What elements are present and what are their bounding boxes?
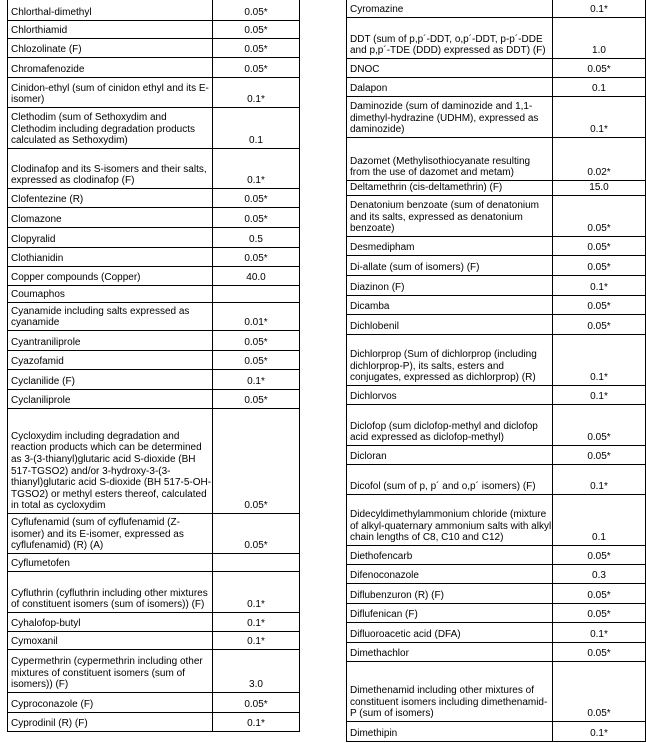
mrl-value-cell: 3.0 — [213, 650, 300, 693]
mrl-value-cell: 0.05* — [213, 189, 300, 208]
table-row — [347, 59, 646, 78]
table-row — [347, 18, 646, 59]
mrl-value-cell: 0.1* — [213, 149, 300, 189]
substance-name-cell: Cyflufenamid (sum of cyflufenamid (Z-isomer) and its E-isomer, expressed as cyflufenamid) (R) (A) — [8, 514, 213, 554]
substance-name-cell: DDT (sum of p,p´-DDT, o,p´-DDT, p-p´-DDE and p,p´-TDE (DDD) expressed as DDT) (F) — [347, 18, 553, 59]
table-row — [347, 138, 646, 181]
table-row — [347, 722, 646, 742]
mrl-value-cell: 0.05* — [553, 584, 646, 604]
mrl-value-cell: 0.05* — [213, 390, 300, 409]
substance-name-cell: Dazomet (Methylisothiocyanate resulting from the use of dazomet and metam) — [347, 138, 553, 181]
substance-name-cell: Clopyralid — [8, 228, 213, 248]
substance-name-cell: Dicamba — [347, 296, 553, 315]
table-row — [347, 465, 646, 495]
substance-name-cell: Cyclaniliprole — [8, 390, 213, 409]
substance-name-cell: Chlorthal-dimethyl — [8, 0, 213, 21]
table-row — [347, 78, 646, 97]
table-row — [8, 613, 300, 632]
table-row — [8, 189, 300, 208]
mrl-value-cell: 0.1* — [553, 0, 646, 18]
table-row — [8, 286, 300, 303]
mrl-value-cell: 0.1* — [213, 370, 300, 390]
mrl-value-cell: 0.05* — [553, 446, 646, 465]
mrl-value-cell: 0.05* — [213, 248, 300, 267]
substance-name-cell: Difenoconazole — [347, 565, 553, 584]
mrl-value-cell — [213, 286, 300, 303]
substance-name-cell: Cyantraniliprole — [8, 331, 213, 351]
mrl-value-cell: 0.01* — [213, 303, 300, 331]
substance-name-cell: Dimethenamid including other mixtures of constituent isomers including dimethenamid-P (sum of isomers) — [347, 662, 553, 722]
table-row — [8, 303, 300, 331]
table-row — [347, 604, 646, 623]
substance-name-cell: Cycloxydim including degradation and reaction products which can be determined as 3-(3-thianyl)glutaric acid S-dioxide (BH 517-TGSO2) and/or 3-hydroxy-3-(3-thianyl)glutaric acid S-dioxide (BH 517-5-OH-TGSO2) or methyl esters thereof, calculated in total as cycloxydim — [8, 409, 213, 514]
mrl-value-cell: 0.05* — [213, 21, 300, 39]
substance-name-cell: Diflufenican (F) — [347, 604, 553, 623]
substance-name-cell: Chromafenozide — [8, 58, 213, 78]
table-row — [8, 351, 300, 370]
mrl-value-cell: 0.1* — [213, 78, 300, 108]
table-row — [8, 248, 300, 267]
substance-name-cell: Dalapon — [347, 78, 553, 97]
table-row — [347, 276, 646, 296]
substance-name-cell: Cyflumetofen — [8, 554, 213, 572]
substance-name-cell: Denatonium benzoate (sum of denatonium and its salts, expressed as denatonium benzoate) — [347, 196, 553, 237]
table-row — [347, 584, 646, 604]
table-row — [8, 409, 300, 514]
table-row — [8, 632, 300, 650]
mrl-value-cell: 1.0 — [553, 18, 646, 59]
table-row — [347, 565, 646, 584]
table-row — [347, 623, 646, 643]
table-row — [8, 39, 300, 58]
mrl-value-cell: 0.1* — [553, 276, 646, 296]
mrl-value-cell: 15.0 — [553, 181, 646, 196]
mrl-value-cell: 0.05* — [213, 39, 300, 58]
substance-name-cell: Cinidon-ethyl (sum of cinidon ethyl and its E-isomer) — [8, 78, 213, 108]
mrl-value-cell: 0.05* — [213, 693, 300, 713]
mrl-value-cell: 0.1* — [553, 97, 646, 138]
mrl-value-cell: 0.5 — [213, 228, 300, 248]
substance-name-cell: DNOC — [347, 59, 553, 78]
substance-name-cell: Clomazone — [8, 208, 213, 228]
substance-name-cell: Difluoroacetic acid (DFA) — [347, 623, 553, 643]
substance-name-cell: Coumaphos — [8, 286, 213, 303]
mrl-value-cell: 0.02* — [553, 138, 646, 181]
substance-name-cell: Cypermethrin (cypermethrin including other mixtures of constituent isomers (sum of isomers)) (F) — [8, 650, 213, 693]
table-row — [8, 267, 300, 286]
substance-name-cell: Deltamethrin (cis-deltamethrin) (F) — [347, 181, 553, 196]
mrl-value-cell: 0.1* — [213, 613, 300, 632]
mrl-value-cell: 0.05* — [213, 351, 300, 370]
substance-name-cell: Diclofop (sum diclofop-methyl and diclofop acid expressed as diclofop-methyl) — [347, 405, 553, 446]
mrl-value-cell: 0.05* — [553, 196, 646, 237]
substance-name-cell: Cymoxanil — [8, 632, 213, 650]
mrl-value-cell: 0.1* — [553, 335, 646, 386]
table-row — [347, 495, 646, 546]
table-row — [347, 643, 646, 662]
table-row — [347, 0, 646, 18]
table-row — [347, 256, 646, 276]
table-row — [8, 108, 300, 149]
substance-name-cell: Clodinafop and its S-isomers and their salts, expressed as clodinafop (F) — [8, 149, 213, 189]
substance-name-cell: Clethodim (sum of Sethoxydim and Clethodim including degradation products calculated as Sethoxydim) — [8, 108, 213, 149]
mrl-value-cell: 0.05* — [213, 409, 300, 514]
table-row — [347, 181, 646, 196]
substance-name-cell: Diethofencarb — [347, 546, 553, 565]
table-row — [347, 446, 646, 465]
substance-name-cell: Dichlorprop (Sum of dichlorprop (including dichlorprop-P), its salts, esters and conjugates, expressed as dichlorprop) (R) — [347, 335, 553, 386]
mrl-value-cell: 0.05* — [553, 405, 646, 446]
substance-name-cell: Dimethipin — [347, 722, 553, 742]
mrl-value-cell: 0.1* — [553, 386, 646, 405]
mrl-value-cell: 0.1 — [553, 78, 646, 97]
mrl-value-cell: 0.1* — [553, 722, 646, 742]
table-row — [8, 693, 300, 713]
table-row — [347, 296, 646, 315]
mrl-value-cell: 0.05* — [553, 296, 646, 315]
substance-name-cell: Cyprodinil (R) (F) — [8, 713, 213, 732]
mrl-value-cell: 0.1* — [213, 572, 300, 613]
table-row — [8, 650, 300, 693]
mrl-table-left — [7, 0, 300, 732]
table-row — [8, 554, 300, 572]
substance-name-cell: Didecyldimethylammonium chloride (mixture of alkyl-quaternary ammonium salts with alkyl chain lengths of C8, C10 and C12) — [347, 495, 553, 546]
table-row — [8, 572, 300, 613]
mrl-value-cell: 0.05* — [213, 0, 300, 21]
substance-name-cell: Di-allate (sum of isomers) (F) — [347, 256, 553, 276]
substance-name-cell: Desmedipham — [347, 237, 553, 256]
table-row — [8, 0, 300, 21]
substance-name-cell: Cyfluthrin (cyfluthrin including other mixtures of constituent isomers (sum of isomers)) (F) — [8, 572, 213, 613]
mrl-value-cell: 0.05* — [213, 331, 300, 351]
mrl-value-cell: 0.05* — [553, 237, 646, 256]
mrl-value-cell: 0.3 — [553, 565, 646, 584]
mrl-value-cell: 0.05* — [553, 315, 646, 335]
table-row — [347, 546, 646, 565]
mrl-value-cell: 0.05* — [553, 256, 646, 276]
mrl-table-right — [346, 0, 646, 742]
table-row — [347, 386, 646, 405]
substance-name-cell: Cyromazine — [347, 0, 553, 18]
table-row — [347, 405, 646, 446]
table-row — [8, 370, 300, 390]
table-row — [347, 335, 646, 386]
table-row — [8, 208, 300, 228]
mrl-value-cell: 0.05* — [213, 208, 300, 228]
substance-name-cell: Daminozide (sum of daminozide and 1,1-dimethyl-hydrazine (UDHM), expressed as daminozide) — [347, 97, 553, 138]
mrl-value-cell: 0.1 — [213, 108, 300, 149]
substance-name-cell: Dichlorvos — [347, 386, 553, 405]
mrl-value-cell: 0.05* — [553, 59, 646, 78]
mrl-value-cell: 0.05* — [553, 546, 646, 565]
substance-name-cell: Dicofol (sum of p, p´ and o,p´ isomers) (F) — [347, 465, 553, 495]
table-row — [8, 21, 300, 39]
mrl-value-cell: 0.05* — [213, 58, 300, 78]
substance-name-cell: Chlorthiamid — [8, 21, 213, 39]
substance-name-cell: Copper compounds (Copper) — [8, 267, 213, 286]
substance-name-cell: Dichlobenil — [347, 315, 553, 335]
table-row — [8, 228, 300, 248]
substance-name-cell: Cyazofamid — [8, 351, 213, 370]
table-row — [347, 237, 646, 256]
table-row — [347, 315, 646, 335]
table-row — [8, 78, 300, 108]
substance-name-cell: Cyclanilide (F) — [8, 370, 213, 390]
substance-name-cell: Diazinon (F) — [347, 276, 553, 296]
mrl-value-cell: 0.05* — [553, 662, 646, 722]
table-row — [8, 149, 300, 189]
table-row — [8, 713, 300, 732]
substance-name-cell: Cyanamide including salts expressed as cyanamide — [8, 303, 213, 331]
substance-name-cell: Diflubenzuron (R) (F) — [347, 584, 553, 604]
table-row — [8, 58, 300, 78]
substance-name-cell: Dicloran — [347, 446, 553, 465]
mrl-value-cell: 40.0 — [213, 267, 300, 286]
mrl-value-cell: 0.1* — [553, 623, 646, 643]
mrl-value-cell: 0.1* — [213, 713, 300, 732]
substance-name-cell: Cyhalofop-butyl — [8, 613, 213, 632]
substance-name-cell: Cyproconazole (F) — [8, 693, 213, 713]
substance-name-cell: Chlozolinate (F) — [8, 39, 213, 58]
table-row — [347, 662, 646, 722]
mrl-value-cell: 0.05* — [553, 604, 646, 623]
mrl-value-cell — [213, 554, 300, 572]
table-row — [347, 97, 646, 138]
mrl-value-cell: 0.05* — [553, 643, 646, 662]
table-row — [8, 514, 300, 554]
table-row — [347, 196, 646, 237]
substance-name-cell: Dimethachlor — [347, 643, 553, 662]
mrl-value-cell: 0.05* — [213, 514, 300, 554]
table-row — [8, 331, 300, 351]
substance-name-cell: Clofentezine (R) — [8, 189, 213, 208]
mrl-value-cell: 0.1* — [213, 632, 300, 650]
mrl-value-cell: 0.1* — [553, 465, 646, 495]
substance-name-cell: Clothianidin — [8, 248, 213, 267]
mrl-value-cell: 0.1 — [553, 495, 646, 546]
table-row — [8, 390, 300, 409]
